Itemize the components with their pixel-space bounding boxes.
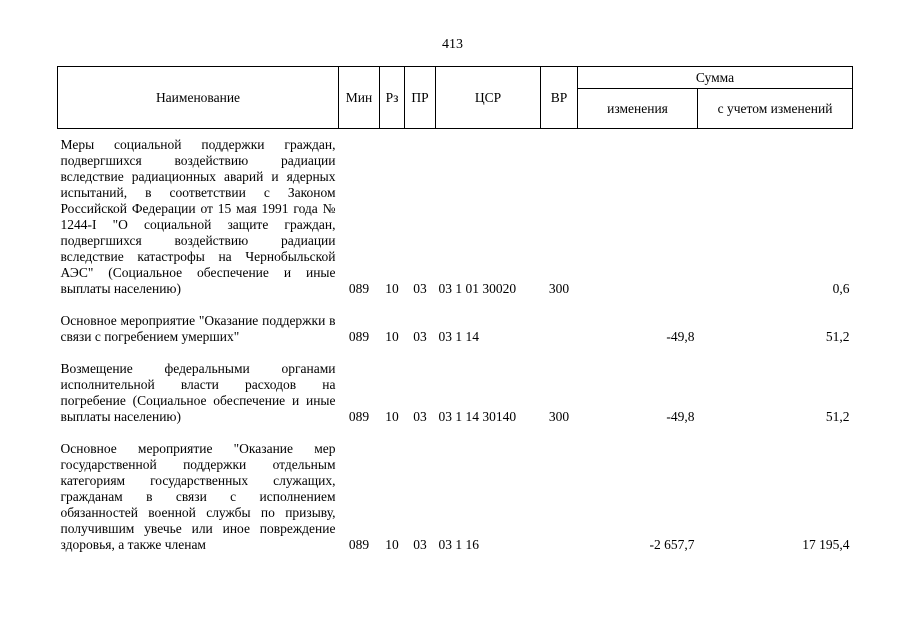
row-vr: 300 (548, 281, 570, 296)
row-csr: 03 1 01 30020 (438, 281, 517, 296)
header-with-change: с учетом изменений (698, 89, 853, 129)
row-rz: 10 (385, 537, 399, 552)
row-with-change: 17 195,4 (802, 537, 850, 552)
row-name: Возмещение федеральными органами исполнительной власти расходов на погребение (Социальное обеспечение и иные выплаты населению) (60, 361, 336, 424)
row-change: -49,8 (666, 329, 695, 344)
row-change: -2 657,7 (649, 537, 695, 552)
row-name: Основное мероприятие "Оказание поддержки в связи с погребением умерших" (60, 313, 336, 344)
row-with-change: 51,2 (825, 329, 850, 344)
page-number: 413 (442, 37, 463, 52)
row-pr: 03 (413, 409, 427, 424)
table-row (58, 345, 853, 425)
budget-table (57, 66, 853, 553)
row-pr: 03 (413, 281, 427, 296)
header-min: Мин (339, 67, 380, 129)
row-min: 089 (348, 409, 370, 424)
row-with-change: 51,2 (825, 409, 850, 424)
row-vr (541, 297, 578, 345)
row-csr: 03 1 16 (438, 537, 479, 552)
row-csr: 03 1 14 (438, 329, 479, 344)
header-change: изменения (578, 89, 698, 129)
row-name: Меры социальной поддержки граждан, подвергшихся воздействию радиации вследствие радиационных аварий и ядерных испытаний, в соответствии с Законом Российской Федерации от 15 мая 1991 года № 1244-I "О социальной защите граждан, подвергшихся воздействию радиации вследствие катастрофы на Чернобыльской АЭС" (Социальное обеспечение и иные выплаты населению) (60, 137, 336, 296)
table-row (58, 129, 853, 298)
table-row (58, 425, 853, 553)
row-rz: 10 (385, 281, 399, 296)
header-vr: ВР (541, 67, 578, 129)
row-name: Основное мероприятие "Оказание мер государственной поддержки отдельным категориям государственных служащих, гражданам в связи с исполнением обязанностей военной службы по призыву, получившим увечье или иное повреждение здоровья, а также членам (60, 441, 336, 552)
header-sum: Сумма (578, 67, 853, 89)
row-min: 089 (348, 329, 370, 344)
header-csr: ЦСР (436, 67, 541, 129)
header-pr: ПР (405, 67, 436, 129)
row-change: -49,8 (666, 409, 695, 424)
row-min: 089 (348, 281, 370, 296)
row-rz: 10 (385, 329, 399, 344)
row-csr: 03 1 14 30140 (438, 409, 517, 424)
header-rz: Рз (380, 67, 405, 129)
row-vr: 300 (548, 409, 570, 424)
row-with-change: 0,6 (832, 281, 850, 296)
row-pr: 03 (413, 537, 427, 552)
row-vr (541, 425, 578, 553)
row-pr: 03 (413, 329, 427, 344)
row-change (578, 129, 698, 298)
header-name: Наименование (58, 67, 339, 129)
row-rz: 10 (385, 409, 399, 424)
table-row (58, 297, 853, 345)
row-min: 089 (348, 537, 370, 552)
